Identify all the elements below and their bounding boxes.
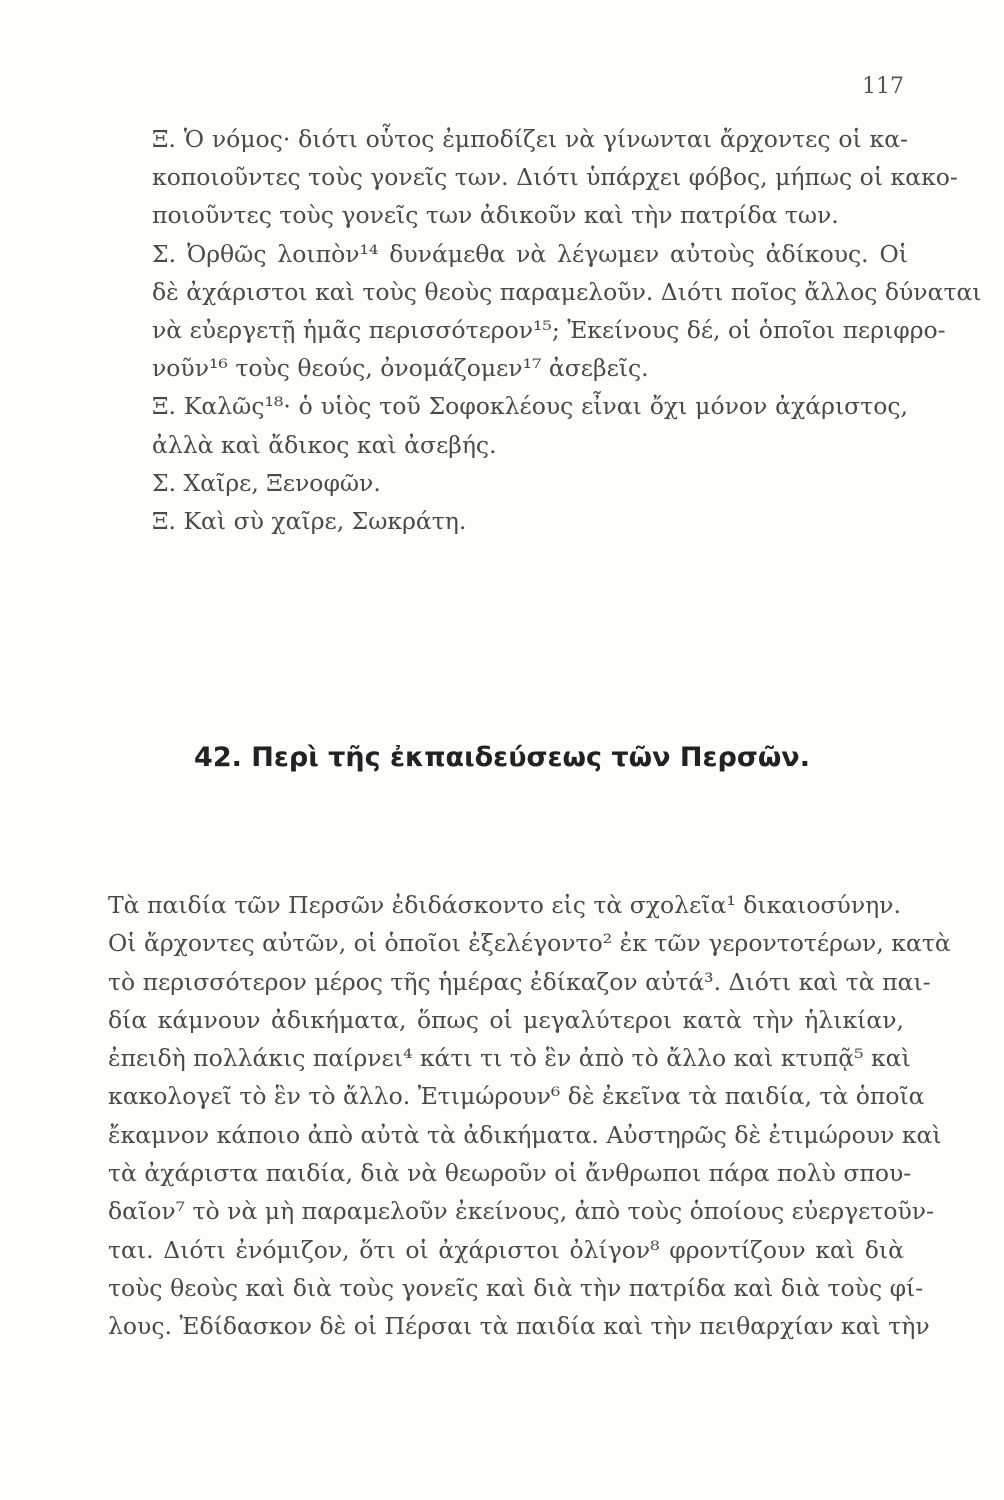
dialogue-paragraph [108,387,908,463]
dialogue-paragraph [108,464,908,502]
dialogue-paragraph [108,120,958,235]
text-line: ἐπειδὴ πολλάκις παίρνει⁴ κάτι τι τὸ ἓν ἀπὸ τὸ ἄλλο καὶ κτυπᾷ⁵ καὶ [108,1044,911,1073]
text-line: τὰ ἀχάριστα παιδία, διὰ νὰ θεωροῦν οἱ ἄνθρωποι πάρα πολὺ σπου- [108,1159,912,1188]
text-line: λους. Ἐδίδασκον δὲ οἱ Πέρσαι τὰ παιδία καὶ τὴν πειθαρχίαν καὶ τὴν [108,1312,930,1341]
text-line: Ξ. Ὁ νόμος· διότι οὗτος ἐμποδίζει νὰ γίνωνται ἄρχοντες οἱ κα- [152,125,908,153]
dialogue-paragraph [108,502,908,540]
text-line: τοὺς θεοὺς καὶ διὰ τοὺς γονεῖς καὶ διὰ τὴν πατρίδα καὶ διὰ τοὺς φί- [108,1273,924,1302]
text-line: δαῖον⁷ τὸ νὰ μὴ παραμελοῦν ἐκείνους, ἀπὸ τοὺς ὁποίους εὐεργετοῦν- [108,1197,935,1226]
text-line: τὸ περισσότερον μέρος τῆς ἡμέρας ἐδίκαζον αὐτά³. Διότι καὶ τὰ παι- [108,967,931,996]
text-line: Σ. Χαῖρε, Ξενοφῶν. [152,468,381,497]
text-line: ἀλλὰ καὶ ἄδικος καὶ ἀσεβής. [152,430,497,459]
text-line: δία κάμνουν ἀδικήματα, ὅπως οἱ μεγαλύτεροι κατὰ τὴν ἡλικίαν, [108,1005,904,1034]
text-line: νὰ εὐεργετῇ ἡμᾶς περισσότερον¹⁵; Ἐκείνους δέ, οἱ ὁποῖοι περιφρο- [152,316,946,345]
text-line: Ξ. Καλῶς¹⁸· ὁ υἱὸς τοῦ Σοφοκλέους εἶναι ὄχι μόνον ἀχάριστος, [152,392,908,421]
text-line: Ξ. Καὶ σὺ χαῖρε, Σωκράτη. [152,507,467,536]
section-title: 42. Περὶ τῆς ἐκπαιδεύσεως τῶν Περσῶν. [194,742,810,773]
dialogue-paragraph [108,235,982,388]
text-line: νοῦν¹⁶ τοὺς θεούς, ὀνομάζομεν¹⁷ ἀσεβεῖς. [152,354,649,383]
text-line: κακολογεῖ τὸ ἓν τὸ ἄλλο. Ἐτιμώρουν⁶ δὲ ἐκεῖνα τὰ παιδία, τὰ ὁποῖα [108,1082,925,1111]
text-line: Σ. Ὀρθῶς λοιπὸν¹⁴ δυνάμεθα νὰ λέγωμεν αὐτοὺς ἀδίκους. Οἱ [152,239,908,268]
text-line: δὲ ἀχάριστοι καὶ τοὺς θεοὺς παραμελοῦν. Διότι ποῖος ἄλλος δύναται [152,277,982,306]
text-line: ποιοῦντες τοὺς γονεῖς των ἀδικοῦν καὶ τὴν πατρίδα των. [152,201,839,230]
text-line: κοποιοῦντες τοὺς γονεῖς των. Διότι ὑπάρχει φόβος, μήπως οἱ κακο- [152,163,958,192]
text-line: Τὰ παιδία τῶν Περσῶν ἐδιδάσκοντο εἰς τὰ σχολεῖα¹ δικαιοσύνην. [108,891,901,919]
text-line: ἔκαμνον κάποιο ἀπὸ αὐτὰ τὰ ἀδικήματα. Αὐστηρῶς δὲ ἐτιμώρουν καὶ [108,1120,942,1149]
body-paragraph [108,886,951,1346]
dialogue-block [108,120,982,540]
text-line: Οἱ ἄρχοντες αὐτῶν, οἱ ὁποῖοι ἐξελέγοντο² ἐκ τῶν γεροντοτέρων, κατὰ [108,929,951,958]
page-number: 117 [862,74,904,99]
text-line: ται. Διότι ἐνόμιζον, ὅτι οἱ ἀχάριστοι ὀλίγον⁸ φροντίζουν καὶ διὰ [108,1235,904,1264]
